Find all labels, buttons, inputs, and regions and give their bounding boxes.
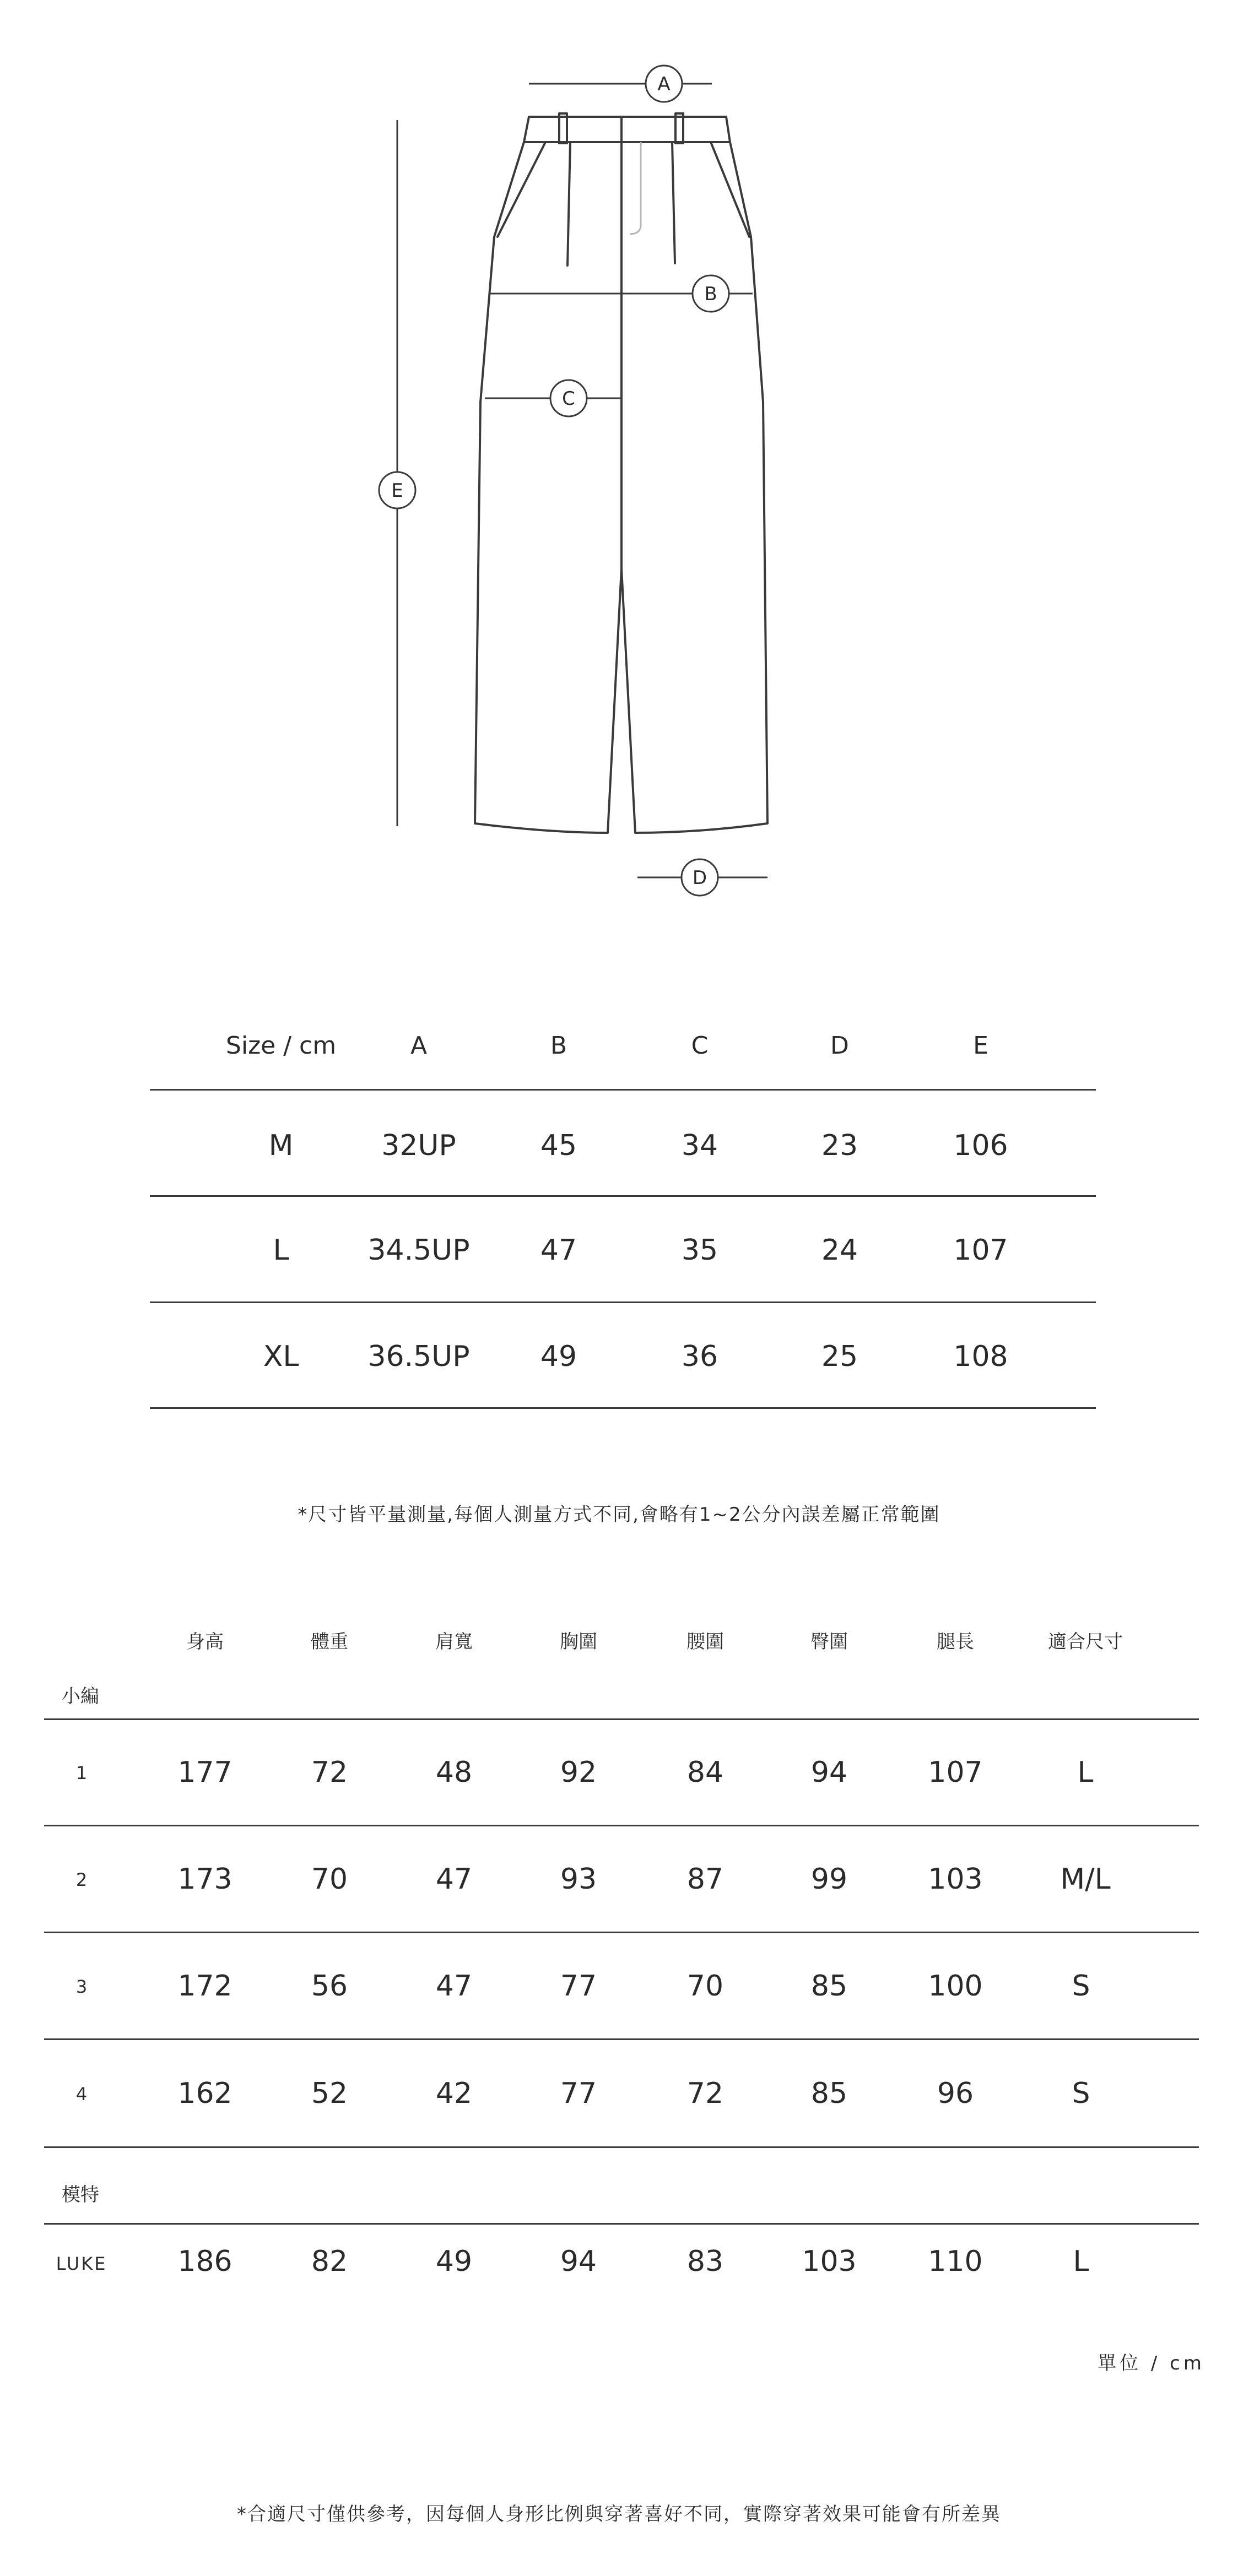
editor-chest: 93 xyxy=(560,1863,597,1896)
fly-stitch xyxy=(630,142,641,234)
model-weight: 82 xyxy=(311,2245,348,2278)
editor-fit-size: S xyxy=(1072,1970,1090,2003)
size-header-size: Size / cm xyxy=(225,1032,337,1060)
editor-hip: 94 xyxy=(810,1756,848,1789)
size-row-size: M xyxy=(268,1129,294,1162)
editor-weight: 70 xyxy=(311,1863,348,1896)
size-row-b: 49 xyxy=(540,1340,577,1373)
measurement-note: *尺寸皆平量測量,每個人測量方式不同,會略有1~2公分內誤差屬正常範圍 xyxy=(298,1504,940,1526)
model-header-hip: 臀圍 xyxy=(810,1631,848,1653)
model-header-fit-size: 適合尺寸 xyxy=(1048,1631,1123,1653)
editor-hip: 85 xyxy=(810,2077,848,2110)
pants-measurement-diagram xyxy=(0,0,1238,936)
editor-fit-size: L xyxy=(1077,1756,1094,1789)
size-row-d: 23 xyxy=(821,1129,858,1162)
pocket-left xyxy=(498,142,545,237)
model-header-shoulder: 肩寬 xyxy=(435,1631,473,1653)
editor-waist: 72 xyxy=(686,2077,724,2110)
editor-chest: 77 xyxy=(560,2077,597,2110)
size-row-e: 108 xyxy=(953,1340,1008,1373)
editor-shoulder: 42 xyxy=(435,2077,473,2110)
size-header-a: A xyxy=(410,1032,428,1060)
editor-fit-size: M/L xyxy=(1060,1863,1111,1896)
editor-leg: 100 xyxy=(928,1970,983,2003)
editor-index: 4 xyxy=(75,2084,88,2105)
editor-weight: 56 xyxy=(311,1970,348,2003)
size-row-c: 34 xyxy=(681,1129,718,1162)
size-row-a: 34.5UP xyxy=(367,1234,470,1267)
editor-height: 162 xyxy=(177,2077,233,2110)
size-table-rule xyxy=(150,1089,1096,1091)
editor-shoulder: 47 xyxy=(435,1863,473,1896)
model-waist: 83 xyxy=(686,2245,724,2278)
model-table-rule xyxy=(44,2146,1199,2148)
size-row-a: 32UP xyxy=(381,1129,456,1162)
editor-fit-size: S xyxy=(1072,2077,1090,2110)
editor-index: 1 xyxy=(75,1762,88,1783)
model-leg: 110 xyxy=(928,2245,983,2278)
editor-hip: 99 xyxy=(810,1863,848,1896)
model-fit-size: L xyxy=(1073,2245,1089,2278)
size-row-e: 106 xyxy=(953,1129,1008,1162)
fit-disclaimer: *合適尺寸僅供參考，因每個人身形比例與穿著喜好不同，實際穿著效果可能會有所差異 xyxy=(237,2503,1001,2525)
editor-index: 3 xyxy=(75,1976,88,1997)
size-table-rule xyxy=(150,1301,1096,1303)
belt-loop-right xyxy=(675,113,683,143)
size-row-d: 24 xyxy=(821,1234,858,1267)
model-name: LUKE xyxy=(56,2253,107,2274)
model-table-rule xyxy=(44,2223,1199,2225)
model-table-rule xyxy=(44,1932,1199,1933)
model-header-leg: 腿長 xyxy=(937,1631,974,1653)
model-header-height: 身高 xyxy=(186,1631,224,1653)
model-header-chest: 胸圍 xyxy=(560,1631,597,1653)
label-d: D xyxy=(692,867,707,889)
size-row-a: 36.5UP xyxy=(367,1340,470,1373)
label-c: C xyxy=(562,388,575,410)
size-header-c: C xyxy=(691,1032,709,1060)
editor-height: 177 xyxy=(177,1756,233,1789)
belt-loop-left xyxy=(559,113,567,143)
model-chest: 94 xyxy=(560,2245,597,2278)
model-hip: 103 xyxy=(802,2245,857,2278)
pleat-right xyxy=(672,142,675,263)
group-label-models: 模特 xyxy=(62,2184,99,2206)
model-header-weight: 體重 xyxy=(311,1631,348,1653)
size-table-rule xyxy=(150,1195,1096,1197)
size-table-rule xyxy=(150,1407,1096,1409)
editor-hip: 85 xyxy=(810,1970,848,2003)
model-height: 186 xyxy=(177,2245,233,2278)
size-row-c: 35 xyxy=(681,1234,718,1267)
pleat-left xyxy=(567,142,570,265)
pocket-right xyxy=(711,142,749,237)
pants-waistband xyxy=(524,117,730,142)
size-row-b: 47 xyxy=(540,1234,577,1267)
size-row-size: XL xyxy=(263,1340,299,1373)
group-label-editors: 小編 xyxy=(62,1685,99,1707)
label-b: B xyxy=(704,283,717,305)
editor-leg: 96 xyxy=(937,2077,974,2110)
size-row-b: 45 xyxy=(540,1129,577,1162)
editor-weight: 52 xyxy=(311,2077,348,2110)
size-row-e: 107 xyxy=(953,1234,1008,1267)
editor-waist: 70 xyxy=(686,1970,724,2003)
model-shoulder: 49 xyxy=(435,2245,473,2278)
label-e: E xyxy=(391,480,403,502)
size-row-size: L xyxy=(273,1234,289,1267)
unit-note: 單位 / cm xyxy=(1098,2352,1205,2374)
editor-shoulder: 47 xyxy=(435,1970,473,2003)
editor-index: 2 xyxy=(75,1869,88,1890)
size-row-c: 36 xyxy=(681,1340,718,1373)
editor-weight: 72 xyxy=(311,1756,348,1789)
editor-height: 172 xyxy=(177,1970,233,2003)
size-header-e: E xyxy=(973,1032,988,1060)
size-header-d: D xyxy=(830,1032,849,1060)
model-header-waist: 腰圍 xyxy=(686,1631,724,1653)
editor-chest: 92 xyxy=(560,1756,597,1789)
model-table-rule xyxy=(44,2038,1199,2040)
model-table-rule xyxy=(44,1718,1199,1720)
editor-leg: 107 xyxy=(928,1756,983,1789)
editor-height: 173 xyxy=(177,1863,233,1896)
editor-leg: 103 xyxy=(928,1863,983,1896)
editor-chest: 77 xyxy=(560,1970,597,2003)
editor-shoulder: 48 xyxy=(435,1756,473,1789)
label-a: A xyxy=(657,73,671,95)
editor-waist: 87 xyxy=(686,1863,724,1896)
size-header-b: B xyxy=(550,1032,567,1060)
model-table-rule xyxy=(44,1825,1199,1826)
editor-waist: 84 xyxy=(686,1756,724,1789)
size-row-d: 25 xyxy=(821,1340,858,1373)
